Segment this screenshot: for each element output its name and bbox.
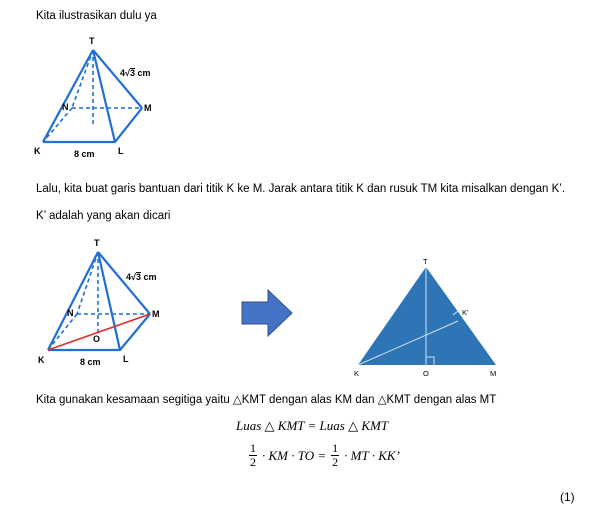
label-m: M xyxy=(144,103,152,113)
fraction-left: $\frac{1}{2}$ xyxy=(250,441,256,469)
label-o: O xyxy=(423,369,429,378)
label-t: T xyxy=(94,238,100,248)
label-l: L xyxy=(123,354,129,364)
label-k: K xyxy=(34,146,41,156)
equation-1: Luas △ KMT = Luas △ KMT xyxy=(236,418,389,433)
label-n: N xyxy=(67,308,74,318)
label-m: M xyxy=(490,369,497,378)
triangle-figure xyxy=(350,255,510,385)
equation-2-right: · MT · KK’ xyxy=(344,447,400,463)
intro-text: Kita ilustrasikan dulu ya xyxy=(36,10,157,22)
equation-2-left: · KM · TO = xyxy=(262,447,327,463)
edge-length-label: 4√3 cm xyxy=(126,272,157,282)
paragraph-1: Lalu, kita buat garis bantuan dari titik K ke M. Jarak antara titik K dan rusuk TM kita misalkan dengan K’. xyxy=(36,183,566,195)
pyramid-figure-2 xyxy=(30,232,210,377)
paragraph-2: K’ adalah yang akan dicari xyxy=(36,210,171,222)
paragraph-3: Kita gunakan kesamaan segitiga yaitu △KMT dengan alas KM dan △KMT dengan alas MT xyxy=(36,394,497,406)
edge-tk xyxy=(43,50,93,142)
label-k-prime: K’ xyxy=(462,308,469,317)
edge-length-label: 4√3 cm xyxy=(120,68,151,78)
equation-2 xyxy=(247,442,403,469)
label-l: L xyxy=(118,146,124,156)
base-length-label: 8 cm xyxy=(74,149,95,159)
label-t: T xyxy=(89,36,95,46)
pyramid-figure-1 xyxy=(30,30,210,170)
equation-number: (1) xyxy=(560,490,575,504)
base-length-label: 8 cm xyxy=(80,357,101,367)
label-n: N xyxy=(62,102,69,112)
label-o: O xyxy=(93,334,101,344)
label-t: T xyxy=(423,257,428,266)
label-k: K xyxy=(38,355,45,365)
right-arrow-icon xyxy=(240,288,295,338)
fraction-right: $\frac{1}{2}$ xyxy=(332,441,339,469)
label-m: M xyxy=(152,309,160,319)
triangle-kmt xyxy=(358,267,496,365)
label-k: K xyxy=(354,369,360,378)
edge-tn-hidden xyxy=(72,50,93,108)
